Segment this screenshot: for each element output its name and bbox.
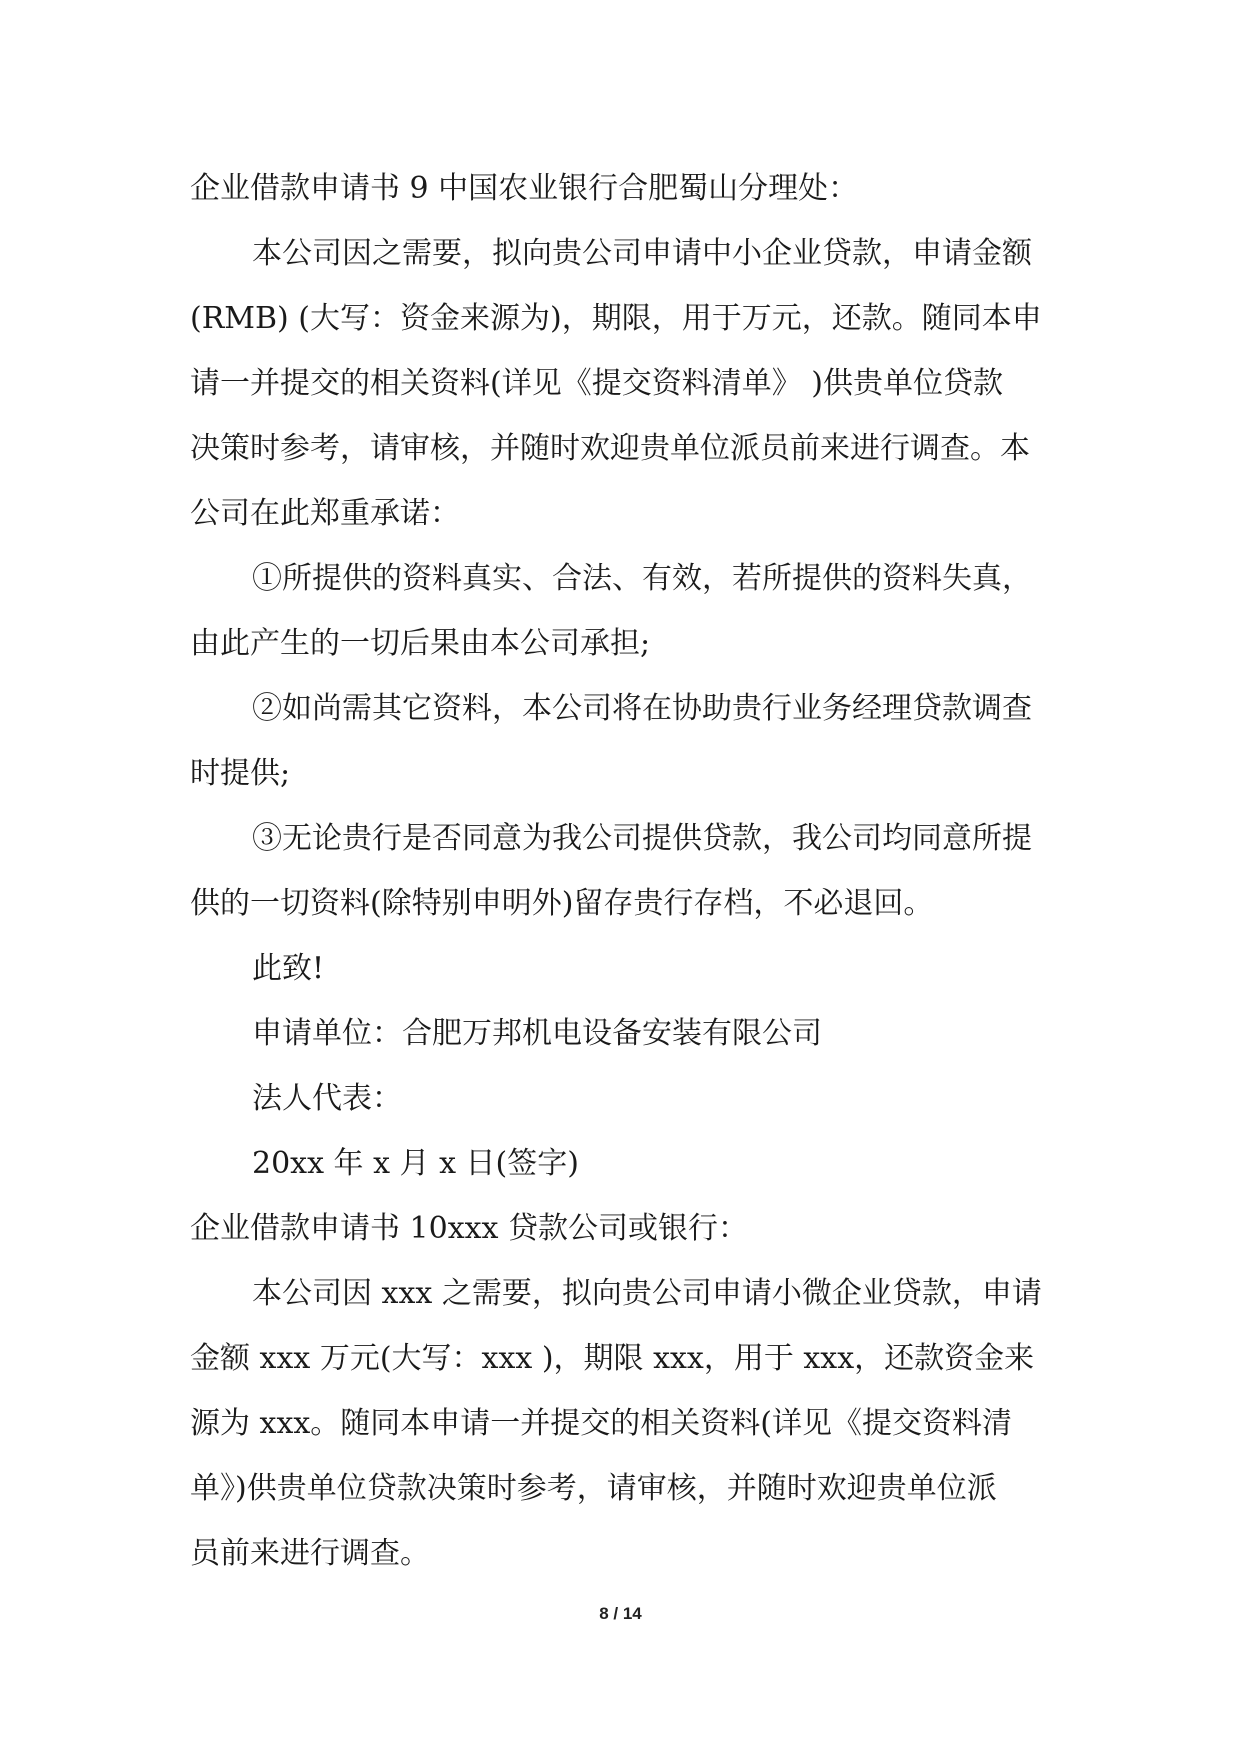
commitment-item-1: ①所提供的资料真实、合法、有效，若所提供的资料失真， [252,561,1032,596]
body-line: 本公司因之需要，拟向贵公司申请中小企业贷款，申请金额 [252,236,1032,271]
date-signature-line: 20xx 年 x 月 x 日(签字) [252,1146,579,1181]
applicant-line: 申请单位：合肥万邦机电设备安装有限公司 [252,1016,822,1051]
legal-rep-line: 法人代表： [252,1081,402,1116]
body-line: 由此产生的一切后果由本公司承担; [190,626,651,661]
heading-line: 企业借款申请书 9 中国农业银行合肥蜀山分理处： [190,171,859,206]
body-line: 源为 xxx。随同本申请一并提交的相关资料(详见《提交资料清 [190,1406,1012,1441]
document-body [190,156,1062,1586]
body-line: 时提供; [190,756,291,791]
salutation-line: 此致! [252,951,325,986]
body-line: 金额 xxx 万元(大写：xxx )，期限 xxx，用于 xxx，还款资金来 [190,1341,1035,1376]
body-line: 员前来进行调查。 [190,1536,430,1571]
commitment-item-3: ③无论贵行是否同意为我公司提供贷款，我公司均同意所提 [252,821,1032,856]
page-number: 8 / 14 [599,1604,642,1623]
body-line: 单》)供贵单位贷款决策时参考，请审核，并随时欢迎贵单位派 [190,1471,997,1506]
body-line: 供的一切资料(除特别申明外)留存贵行存档，不必退回。 [190,886,934,921]
body-line: 决策时参考，请审核，并随时欢迎贵单位派员前来进行调查。本 [190,431,1030,466]
body-line: (RMB) (大写：资金来源为)，期限，用于万元，还款。随同本申 [190,301,1042,336]
commitment-item-2: ②如尚需其它资料，本公司将在协助贵行业务经理贷款调查 [252,691,1032,726]
heading-line: 企业借款申请书 10xxx 贷款公司或银行： [190,1211,749,1246]
body-line: 本公司因 xxx 之需要，拟向贵公司申请小微企业贷款，申请 [252,1276,1042,1311]
body-line: 请一并提交的相关资料(详见《提交资料清单》 )供贵单位贷款 [190,366,1003,401]
body-line: 公司在此郑重承诺： [190,496,460,531]
